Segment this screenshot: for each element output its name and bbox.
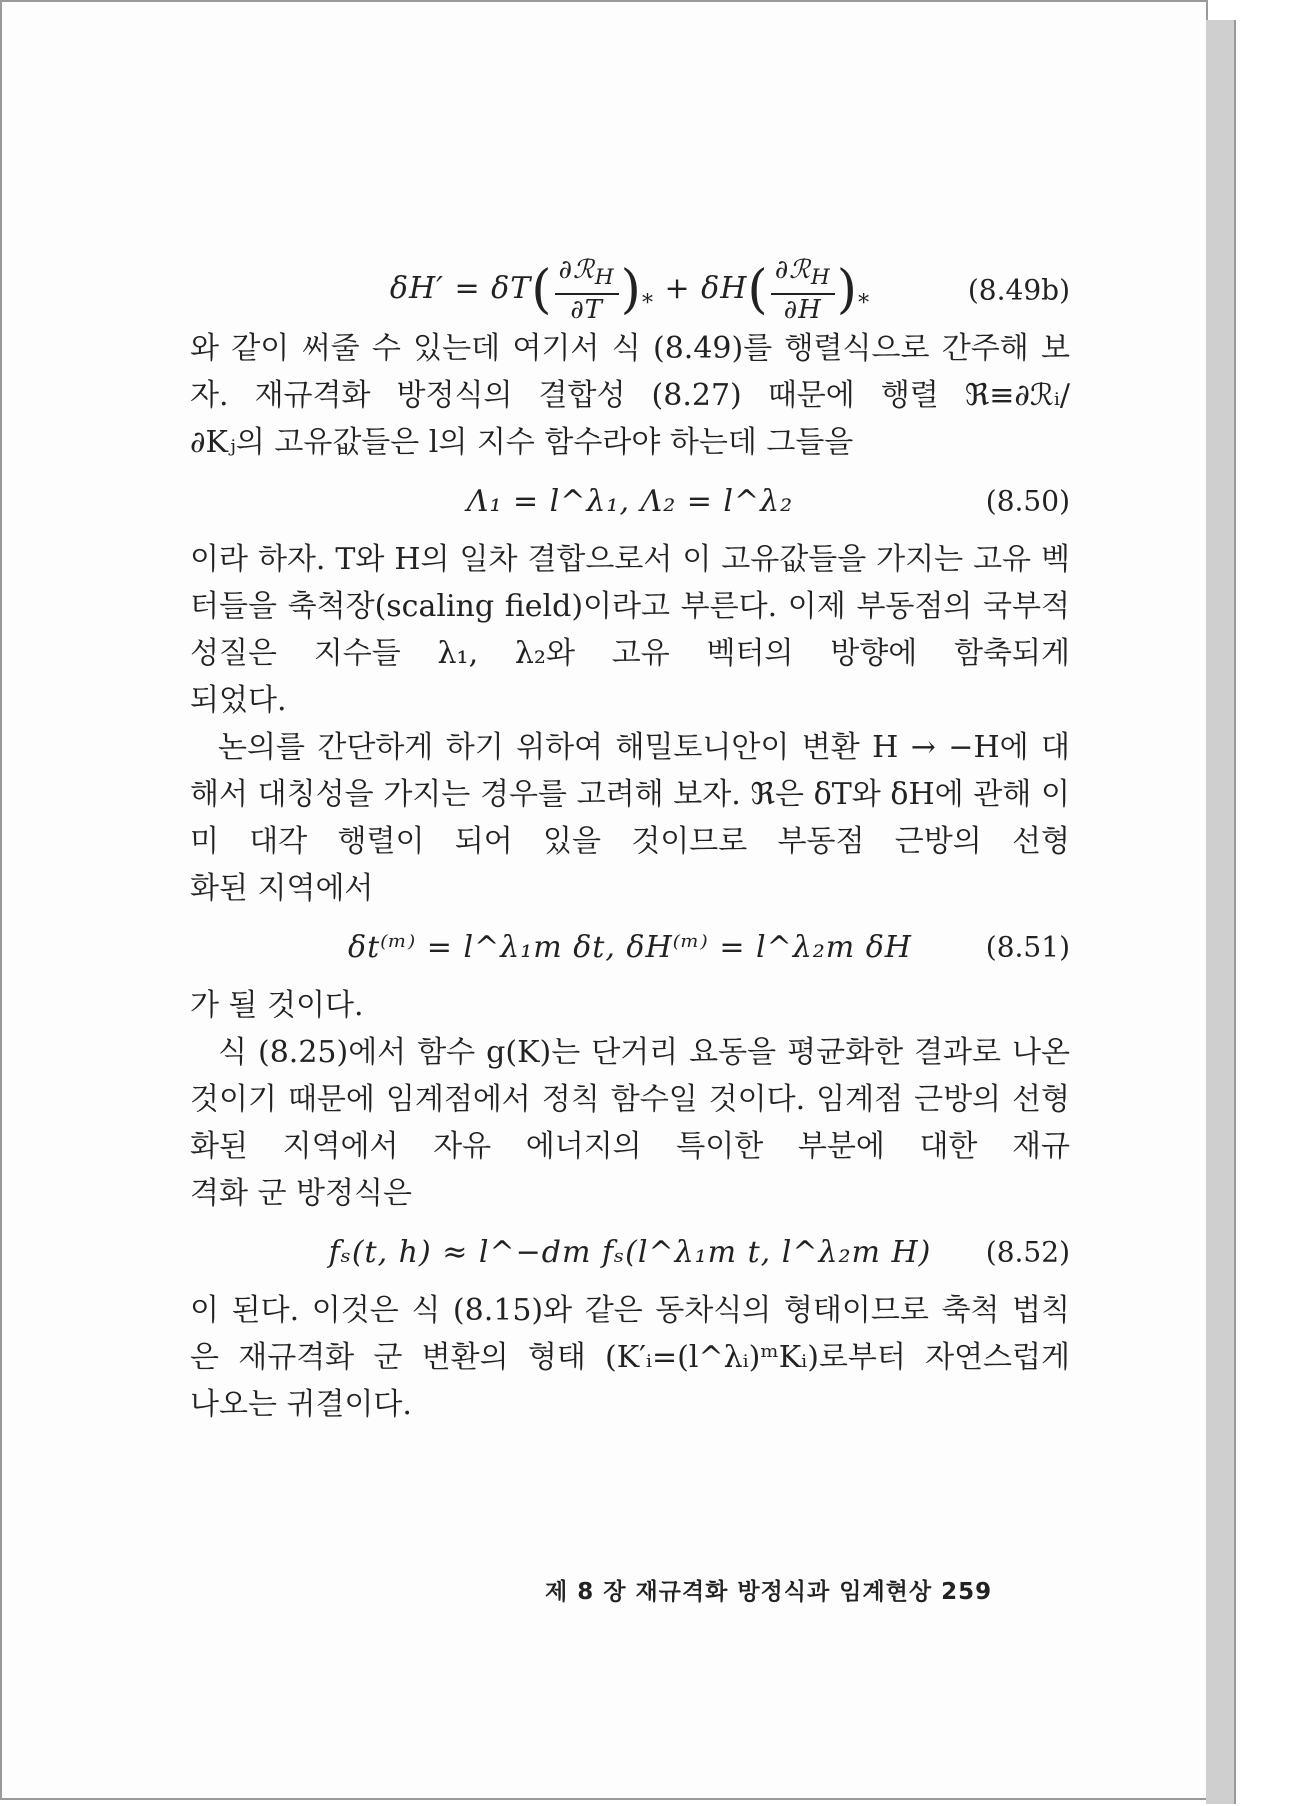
paragraph-last-line: 화된 지역에서 (190, 871, 374, 906)
equation-number: (8.52) (985, 1235, 1070, 1269)
page-content (190, 255, 1070, 1428)
paragraph: 논의를 간단하게 하기 위하여 해밀토니안이 변환 H → −H에 대해서 대칭성을 가지는 경우를 고려해 보자. ℜ은 δT와 δH에 관해 이미 대각 행렬이 되어 있을 것이므로 부동점 근방의 선형 (190, 730, 1070, 859)
page-edge (1206, 20, 1236, 1804)
equation-8-49b: δH′ = δT( $\frac{\partial ℛ_H}{\partial T}$ )$_* + \delta H$( $\frac{\partial ℛ_H}{\partial H}$ )$_*$ (8.49b) (389, 254, 1070, 326)
equation-8-50: Λ₁ = l^λ₁, Λ₂ = l^λ₂ (8.50) (466, 483, 1070, 519)
paragraph: 이라 하자. T와 H의 일차 결합으로서 이 고유값들을 가지는 고유 벡터들을 축척장(scaling field)이라고 부른다. 이제 부동점의 국부적 성질은 지수들 λ₁, λ₂와 고유 벡터의 방향에 함축되게 (190, 542, 1070, 671)
equation-number: (8.49b) (967, 273, 1070, 307)
paragraph: 이 된다. 이것은 식 (8.15)와 같은 동차식의 형태이므로 축척 법칙은 재규격화 군 변환의 형태 (K′ᵢ=(l^λᵢ)ᵐKᵢ)로부터 자연스럽게 (190, 1293, 1070, 1375)
paragraph: 와 같이 써줄 수 있는데 여기서 식 (8.49)를 행렬식으로 간주해 보자. 재규격화 방정식의 결합성 (8.27) 때문에 행렬 ℜ≡∂ℛᵢ/ (190, 331, 1070, 413)
paragraph-last-line: 격화 군 방정식은 (190, 1176, 412, 1211)
paragraph-last-line: 나오는 귀결이다. (190, 1387, 412, 1422)
equation-number: (8.50) (985, 484, 1070, 518)
paragraph: 가 될 것이다. (190, 988, 364, 1023)
page-footer: 제 8 장 재규격화 방정식과 임계현상 259 (545, 1579, 993, 1605)
paragraph: 식 (8.25)에서 함수 g(K)는 단거리 요동을 평균화한 결과로 나온 것이기 때문에 임계점에서 정칙 함수일 것이다. 임계점 근방의 선형화된 지역에서 자유 에너지의 특이한 부분에 대한 재규 (190, 1035, 1070, 1164)
paragraph-last-line: 되었다. (190, 683, 287, 718)
fraction-dR-dT: $\frac{\partial ℛ_H}{\partial T}$ (555, 255, 619, 325)
fraction-dR-dH: $\frac{\partial ℛ_H}{\partial H}$ (771, 255, 835, 325)
eq-mid: + δH (664, 271, 748, 306)
equation-8-51: δt⁽ᵐ⁾ = l^λ₁m δt, δH⁽ᵐ⁾ = l^λ₂m δH (8.51) (348, 929, 1070, 965)
eq-left: δH′ = δT (389, 271, 532, 306)
equation-number: (8.51) (985, 930, 1070, 964)
equation-8-52: fₛ(t, h) ≈ l^−dm fₛ(l^λ₁m t, l^λ₂m H) (8.52) (328, 1234, 1070, 1270)
paragraph-last-line: ∂Kⱼ의 고유값들은 l의 지수 함수라야 하는데 그들을 (190, 425, 854, 460)
